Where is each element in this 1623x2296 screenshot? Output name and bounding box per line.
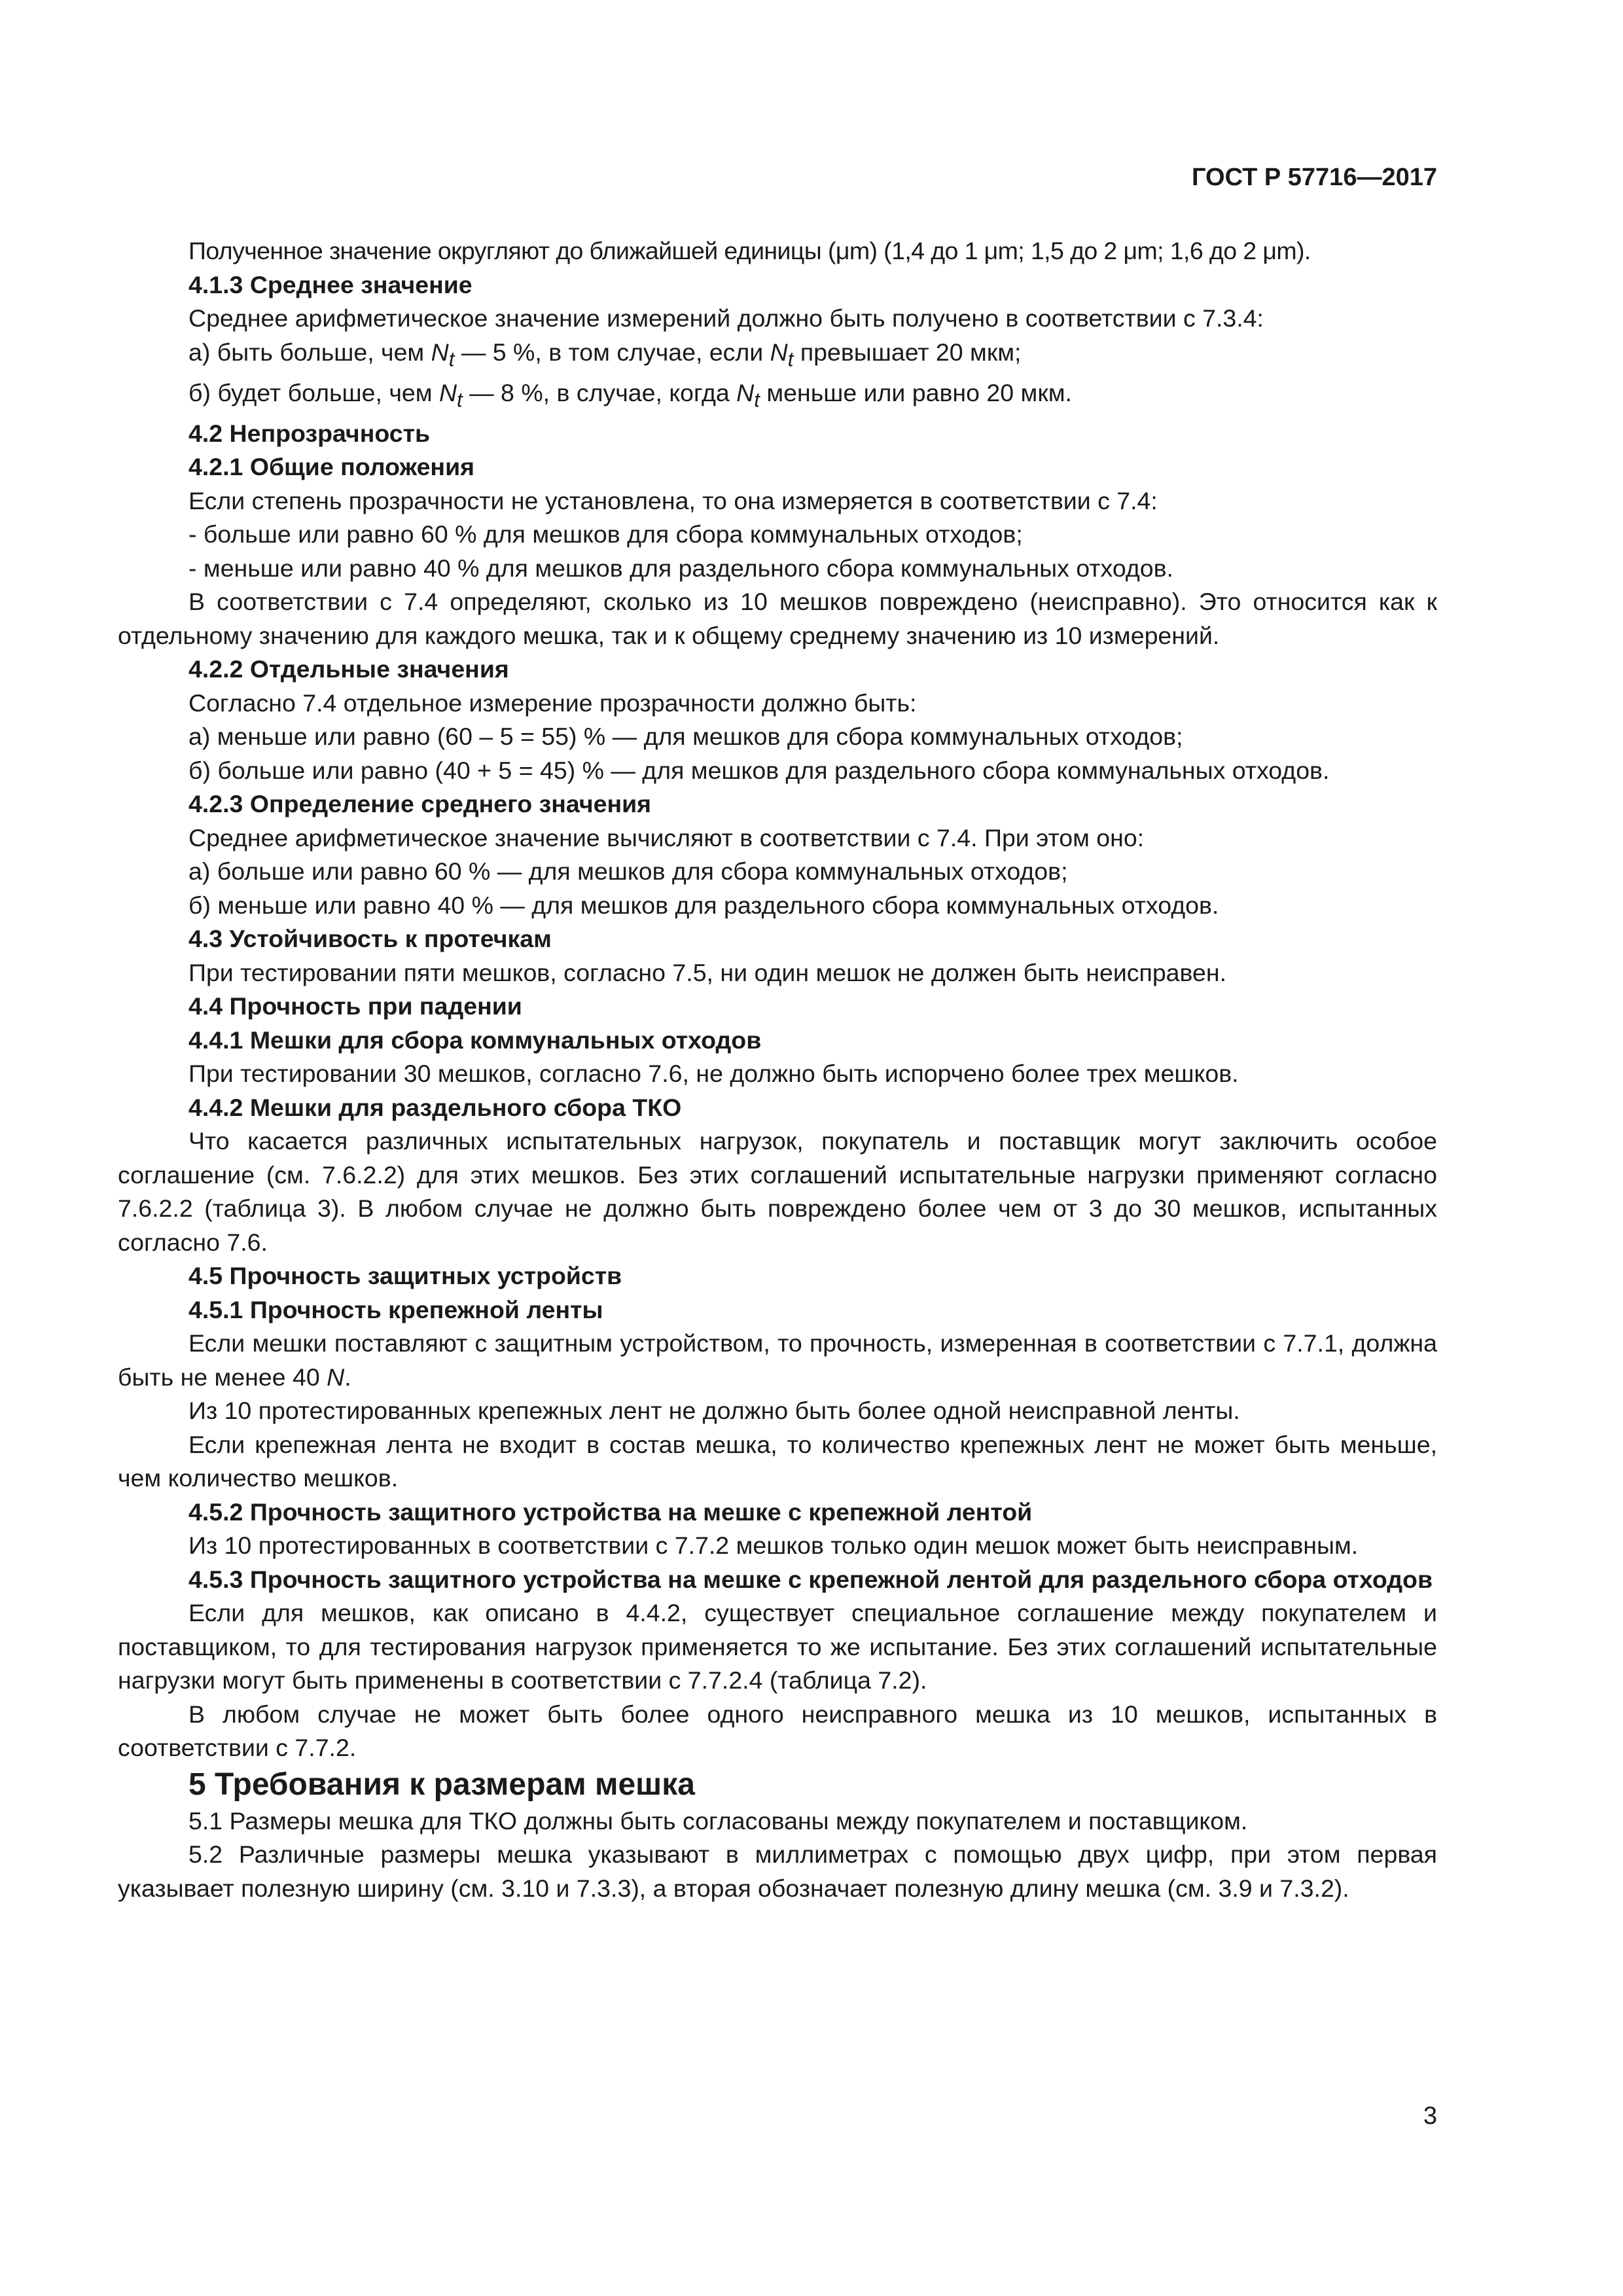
symbol-t: t bbox=[457, 388, 463, 411]
paragraph: Из 10 протестированных в соответствии с 7.7.2 мешков только один мешок может быть неисправным. bbox=[188, 1532, 1359, 1559]
list-item: а) меньше или равно (60 – 5 = 55) % — для мешков для сбора коммунальных отходов; bbox=[188, 723, 1183, 750]
symbol-t: t bbox=[448, 348, 455, 370]
section-heading-4-2-2: 4.2.2 Отдельные значения bbox=[188, 655, 509, 683]
paragraph-text: Если мешки поставляют с защитным устройством, то прочность, измеренная в соответствии с 7.7.1, должна быть не менее 40 bbox=[118, 1329, 1437, 1391]
paragraph: Если степень прозрачности не установлена, то она измеряется в соответствии с 7.4: bbox=[188, 486, 1158, 514]
symbol-n: N bbox=[438, 378, 457, 406]
list-item-text: — 8 %, в случае, когда bbox=[462, 378, 737, 406]
unit-newton: N bbox=[327, 1363, 345, 1391]
paragraph: Среднее арифметическое значение вычисляют в соответствии с 7.4. При этом оно: bbox=[188, 823, 1145, 852]
list-item-text: — 5 %, в том случае, если bbox=[454, 338, 770, 366]
symbol-nt bbox=[438, 378, 463, 411]
paragraph-text: . bbox=[344, 1363, 351, 1391]
section-heading-4-4-1: 4.4.1 Мешки для сбора коммунальных отходов bbox=[188, 1026, 762, 1054]
symbol-n: N bbox=[736, 378, 755, 406]
section-heading-4-4-2: 4.4.2 Мешки для раздельного сбора ТКО bbox=[188, 1093, 682, 1121]
section-heading-4-5-3: 4.5.3 Прочность защитного устройства на мешке с крепежной лентой для раздельного сбора отходов bbox=[188, 1565, 1433, 1593]
list-item: - больше или равно 60 % для мешков для сбора коммунальных отходов; bbox=[188, 520, 1023, 548]
paragraph: В любом случае не может быть более одного неисправного мешка из 10 мешков, испытанных в соответствии с 7.7.2. bbox=[118, 1700, 1437, 1761]
document-header: ГОСТ Р 57716—2017 bbox=[1192, 164, 1437, 191]
paragraph: Согласно 7.4 отдельное измерение прозрачности должно быть: bbox=[188, 689, 917, 717]
symbol-nt bbox=[770, 338, 794, 370]
symbol-t: t bbox=[754, 388, 760, 411]
symbol-nt bbox=[736, 378, 760, 411]
symbol-n: N bbox=[770, 338, 788, 366]
paragraph: Полученное значение округляют до ближайшей единицы (μm) (1,4 до 1 μm; 1,5 до 2 μm; 1,6 до 2 μm). bbox=[188, 237, 1311, 264]
section-heading-4-3: 4.3 Устойчивость к протечкам bbox=[188, 925, 552, 952]
symbol-n: N bbox=[431, 338, 449, 366]
section-heading-4-2-1: 4.2.1 Общие положения bbox=[188, 453, 475, 480]
paragraph: Что касается различных испытательных нагрузок, покупатель и поставщик могут заключить особое соглашение (см. 7.6.2.2) для этих мешков. Без этих соглашений испытательные нагрузки применяют согласно 7.6.2.2 (таблица 3). В любом случае не должно быть повреждено более чем от 3 до 30 мешков, испытанных согласно 7.6. bbox=[118, 1127, 1437, 1256]
section-heading-4-5-1: 4.5.1 Прочность крепежной ленты bbox=[188, 1295, 603, 1323]
paragraph: Если для мешков, как описано в 4.4.2, существует специальное соглашение между покупателем и поставщиком, то для тестирования нагрузок применяется то же испытание. Без этих соглашений испытательные нагрузки могут быть применены в соответствии с 7.7.2.4 (таблица 7.2). bbox=[118, 1599, 1437, 1694]
section-heading-4-1-3: 4.1.3 Среднее значение bbox=[188, 270, 473, 298]
list-item: а) больше или равно 60 % — для мешков для сбора коммунальных отходов; bbox=[188, 857, 1068, 885]
list-item: б) меньше или равно 40 % — для мешков для раздельного сбора коммунальных отходов. bbox=[188, 891, 1219, 919]
paragraph: Среднее арифметическое значение измерений должно быть получено в соответствии с 7.3.4: bbox=[188, 304, 1264, 332]
page-number: 3 bbox=[1423, 2102, 1437, 2130]
section-heading-4-2-3: 4.2.3 Определение среднего значения bbox=[188, 790, 652, 817]
list-item bbox=[118, 376, 1437, 417]
paragraph bbox=[118, 1327, 1437, 1394]
list-item bbox=[118, 336, 1437, 376]
symbol-nt bbox=[431, 338, 455, 370]
paragraph: Из 10 протестированных крепежных лент не должно быть более одной неисправной ленты. bbox=[188, 1397, 1240, 1424]
paragraph: 5.1 Размеры мешка для ТКО должны быть согласованы между покупателем и поставщиком. bbox=[188, 1806, 1248, 1835]
paragraph: В соответствии с 7.4 определяют, сколько из 10 мешков повреждено (неисправно). Это относится как к отдельному значению для каждого мешка, так и к общему среднему значению из 10 измерений. bbox=[118, 588, 1437, 649]
section-heading-4-2: 4.2 Непрозрачность bbox=[188, 419, 431, 447]
section-heading-4-5-2: 4.5.2 Прочность защитного устройства на мешке с крепежной лентой bbox=[188, 1498, 1033, 1526]
document-body bbox=[118, 234, 1437, 1905]
list-item: - меньше или равно 40 % для мешков для раздельного сбора коммунальных отходов. bbox=[188, 554, 1173, 582]
list-item-text: а) быть больше, чем bbox=[188, 338, 431, 366]
section-heading-5: 5 Требования к размерам мешка bbox=[188, 1767, 695, 1802]
paragraph: При тестировании 30 мешков, согласно 7.6, не должно быть испорчено более трех мешков. bbox=[188, 1060, 1239, 1087]
list-item: б) больше или равно (40 + 5 = 45) % — для мешков для раздельного сбора коммунальных отходов. bbox=[188, 756, 1330, 784]
paragraph: При тестировании пяти мешков, согласно 7.5, ни один мешок не должен быть неисправен. bbox=[188, 958, 1227, 986]
list-item-text: превышает 20 мкм; bbox=[793, 338, 1022, 366]
paragraph: Если крепежная лента не входит в состав мешка, то количество крепежных лент не может быть меньше, чем количество мешков. bbox=[118, 1430, 1437, 1492]
symbol-t: t bbox=[787, 348, 794, 370]
list-item-text: меньше или равно 20 мкм. bbox=[759, 378, 1072, 406]
section-heading-4-4: 4.4 Прочность при падении bbox=[188, 992, 522, 1020]
section-heading-4-5: 4.5 Прочность защитных устройств bbox=[188, 1262, 622, 1289]
paragraph: 5.2 Различные размеры мешка указывают в миллиметрах с помощью двух цифр, при этом первая указывает полезную ширину (см. 3.10 и 7.3.3), а вторая обозначает полезную длину мешка (см. 3.9 и 7.3.2). bbox=[118, 1840, 1437, 1902]
list-item-text: б) будет больше, чем bbox=[188, 378, 439, 406]
